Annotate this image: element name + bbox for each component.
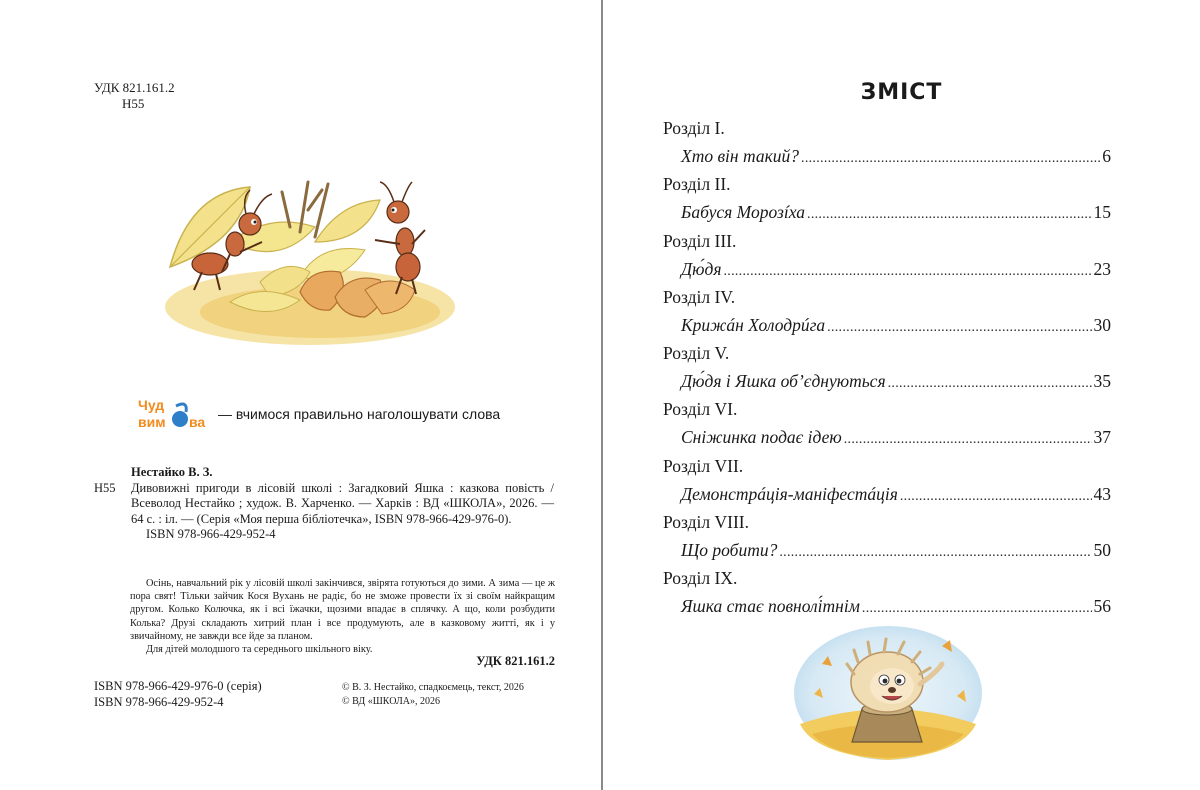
toc-part: Розділ III. — [663, 230, 737, 251]
toc-chapter-title: Демонстрáція-маніфестáція — [681, 483, 898, 504]
udk-bottom: УДК 821.161.2 — [476, 654, 555, 668]
toc-part: Розділ II. — [663, 174, 731, 195]
toc-page-number: 50 — [1093, 540, 1111, 561]
toc-part: Розділ V. — [663, 343, 730, 364]
toc-chapter-title: Що робити? — [681, 540, 778, 561]
toc-page-number: 56 — [1093, 596, 1111, 617]
toc-entry[interactable] — [663, 508, 1111, 564]
copyright-author: © В. З. Нестайко, спадкоємець, текст, 2026 — [342, 682, 524, 693]
copyright-publisher: © ВД «ШКОЛА», 2026 — [342, 696, 440, 707]
toc-title: ЗМІСТ — [860, 80, 943, 105]
toc-page-number: 37 — [1093, 427, 1111, 448]
logo-line2: вим — [138, 414, 166, 430]
copyright-block — [342, 681, 524, 709]
toc-entry[interactable] — [663, 170, 1111, 226]
toc-chapter-title: Дю́дя і Яшка об’єднуються — [681, 371, 886, 392]
table-of-contents — [663, 114, 1111, 621]
isbn-series: ISBN 978-966-429-976-0 (серія) — [94, 679, 262, 693]
toc-page-number: 43 — [1093, 483, 1111, 504]
toc-entry[interactable] — [663, 283, 1111, 339]
toc-leader — [844, 423, 1092, 454]
isbn-book: ISBN 978-966-429-952-4 — [94, 695, 224, 709]
hedgehog-illustration — [792, 624, 984, 762]
chudova-logo — [136, 396, 216, 432]
isbn-block — [94, 678, 262, 710]
toc-leader — [900, 480, 1092, 511]
toc-page-number: 23 — [1093, 258, 1111, 279]
toc-part: Розділ IX. — [663, 568, 738, 589]
toc-chapter-title: Хто він такий? — [681, 146, 800, 166]
toc-entry[interactable] — [663, 395, 1111, 451]
logo-slogan: — вчимося правильно наголошувати слова — [218, 406, 501, 422]
logo-line3: ва — [189, 414, 206, 430]
bibliographic-record — [94, 465, 554, 543]
toc-chapter-title: Крижáн Холодрúга — [681, 314, 826, 335]
toc-part: Розділ I. — [663, 118, 725, 138]
toc-leader — [723, 255, 1091, 286]
toc-leader — [888, 367, 1092, 398]
toc-leader — [807, 198, 1091, 229]
toc-chapter-title: Дю́дя — [681, 258, 722, 279]
toc-chapter-title: Сніжинка подає ідею — [681, 427, 842, 448]
toc-part: Розділ VII. — [663, 455, 744, 476]
toc-entry[interactable] — [663, 227, 1111, 283]
toc-part: Розділ VIII. — [663, 512, 750, 533]
annotation-audience: Для дітей молодшого та середнього шкільного віку. — [146, 644, 373, 656]
toc-part: Розділ VI. — [663, 399, 738, 420]
toc-page-number: 30 — [1093, 314, 1111, 335]
toc-page-number: 15 — [1093, 202, 1111, 223]
ants-illustration — [150, 172, 460, 347]
toc-entry[interactable] — [663, 564, 1111, 620]
toc-leader — [801, 142, 1100, 173]
annotation-text: Осінь, навчальний рік у лісовій школі закінчився, звірята готуються до зими. А зима — це ж пора свят! Тільки зайчик Кося Вухань не радіє, бо не зможе провести їх зі своїм найкращим другом. Колько Колючка, як і всі їжачки, щозими впадає в сплячку. А що, коли розбудити Колька? Друзі складають хитрий план і все продумують, але в казковому житті, як і у звичайному, не завжди все йде за планом. — [130, 578, 555, 642]
toc-entry[interactable] — [663, 452, 1111, 508]
biblio-author: Нестайко В. З. — [131, 465, 213, 479]
biblio-isbn: ISBN 978-966-429-952-4 — [146, 527, 276, 541]
toc-chapter-title: Яшка стає повнолі́тнім — [681, 596, 860, 617]
toc-leader — [827, 311, 1091, 342]
toc-page-number: 6 — [1102, 146, 1111, 166]
toc-leader — [862, 592, 1092, 623]
author-code: Н55 — [122, 96, 145, 111]
toc-page-number: 35 — [1093, 371, 1111, 392]
logo-line1: Чуд — [138, 397, 165, 413]
toc-entry[interactable] — [663, 114, 1111, 170]
udk-header — [94, 80, 175, 112]
chudova-logo-line — [136, 396, 500, 432]
biblio-description: Дивовижні пригоди в лісовій школі : Загадковий Яшка : казкова повість / Всеволод Нестайко ; худож. В. Харченко. — Харків : ВД «ШКОЛА», 2026. — 64 с. : іл. — (Серія «Моя перша бібліотечка», ISBN 978-966-429-976-0). — [131, 480, 554, 526]
udk-code: УДК 821.161.2 — [94, 80, 175, 95]
toc-entry[interactable] — [663, 339, 1111, 395]
biblio-author-code: Н55 — [94, 480, 116, 495]
toc-chapter-title: Бабуся Морозíха — [681, 202, 806, 223]
toc-leader — [779, 536, 1091, 567]
annotation — [130, 577, 555, 656]
toc-part: Розділ IV. — [663, 286, 736, 307]
